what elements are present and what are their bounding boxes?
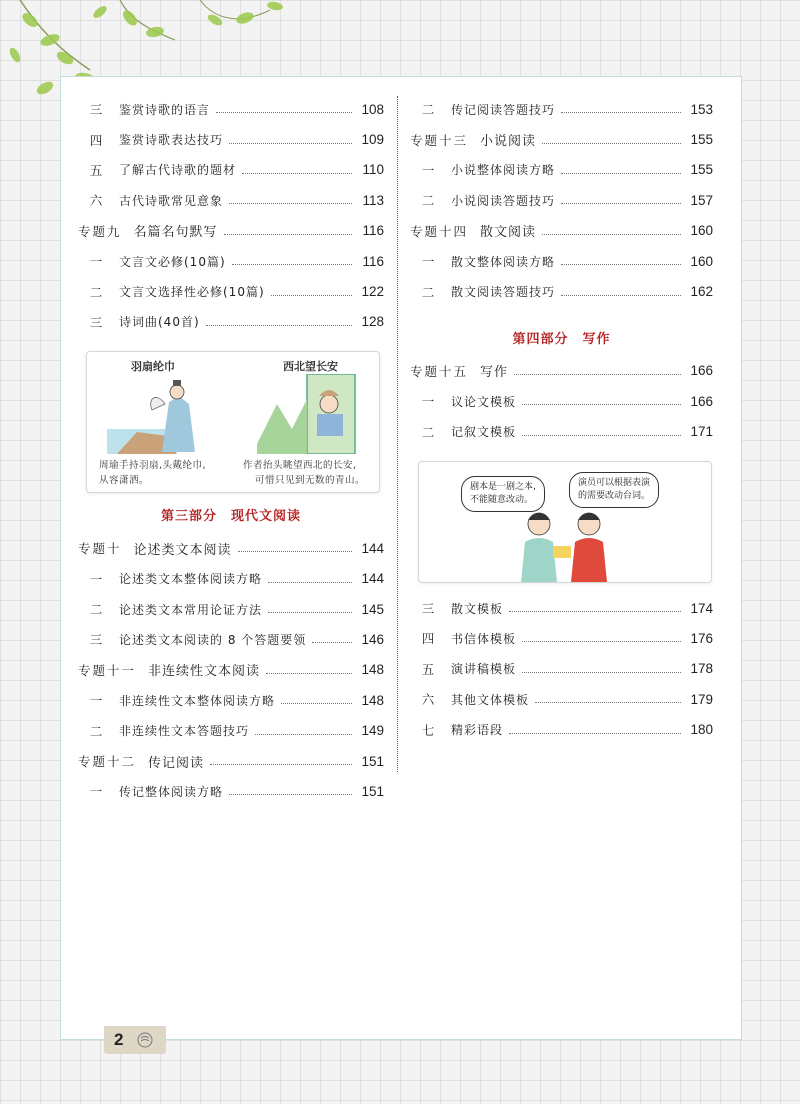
column-divider [397,96,398,772]
speech-bubble-right-line1: 演员可以根据表演 [578,477,651,488]
toc-topic-row[interactable] [78,216,384,246]
speech-bubble-left-line1: 剧本是一剧之本, [470,481,536,492]
toc-leader-dots [268,611,352,613]
toc-index: 二 [89,284,105,300]
toc-leader-dots [561,172,681,174]
toc-title: 论述类文本阅读的 8 个答题要领 [119,632,307,647]
toc-leader-dots [561,263,681,265]
toc-page-number: 151 [361,783,384,799]
page-number: 2 [114,1030,124,1049]
toc-leader-dots [271,294,352,296]
toc-index: 四 [421,631,437,647]
toc-title: 诗词曲(40首) [119,315,200,330]
toc-right-column [410,94,713,745]
toc-title: 议论文模板 [451,394,517,409]
toc-leader-dots [312,641,352,643]
toc-page-number: 155 [690,132,713,148]
toc-page-number: 153 [690,101,713,117]
toc-index: 一 [89,693,105,709]
toc-list-right-top [410,94,713,307]
toc-index: 一 [89,254,105,270]
section-heading-part4: 第四部分 写作 [512,331,611,347]
toc-leader-dots [216,111,352,113]
toc-leader-dots [522,671,681,673]
toc-title: 其他文体模板 [451,692,530,707]
toc-title: 传记阅读答题技巧 [451,102,556,117]
toc-index: 专题十 [78,541,122,557]
toc-title: 传记整体阅读方略 [119,784,224,799]
toc-title: 书信体模板 [451,631,517,646]
toc-title: 文言文必修(10篇) [119,254,226,269]
toc-page-number: 116 [362,223,384,239]
toc-page-number: 148 [361,662,384,678]
toc-page-number: 171 [690,424,713,440]
toc-page-number: 162 [690,284,713,300]
toc-index: 一 [421,162,437,178]
toc-index: 三 [89,314,105,330]
toc-title: 小说阅读答题技巧 [451,193,556,208]
illustration-desc-right-1: 作者抬头眺望西北的长安, [243,460,357,472]
toc-list-left-top [78,94,384,337]
speech-bubble-left [461,476,545,512]
toc-title: 传记阅读 [148,755,205,771]
toc-index: 一 [89,571,105,587]
toc-page-number: 113 [362,192,384,208]
toc-item-row[interactable] [78,246,384,276]
speech-bubble-right-line2: 的需要改动台词。 [578,490,651,501]
page-number-tab [104,1026,166,1054]
toc-left-column [78,94,384,807]
toc-item-row[interactable] [78,124,384,154]
toc-list-right-bottom [410,593,713,745]
speech-bubble-right [569,472,659,508]
toc-index: 三 [89,632,105,648]
toc-index: 一 [421,394,437,410]
toc-item-row[interactable] [78,94,384,124]
toc-index: 二 [421,193,437,209]
illustration-caption-right: 西北望长安 [283,360,338,374]
toc-title: 鉴赏诗歌的语言 [119,102,211,117]
illustration-desc-left-1: 周瑜手持羽扇,头戴纶巾, [99,460,207,472]
toc-item-row[interactable] [410,593,713,623]
toc-page-number: 176 [690,630,713,646]
toc-leader-dots [229,202,352,204]
toc-title: 散文阅读答题技巧 [451,285,556,300]
looking-at-changan-illustration [257,374,357,454]
book-logo-icon [137,1032,153,1048]
toc-topic-row[interactable] [78,533,384,563]
toc-item-row[interactable] [78,685,384,715]
toc-title: 记叙文模板 [451,425,517,440]
toc-index: 三 [421,601,437,617]
toc-title: 非连续性文本阅读 [148,664,261,680]
toc-page-number: 122 [361,284,384,300]
toc-leader-dots [229,793,352,795]
toc-title: 小说阅读 [480,134,537,150]
toc-index: 专题九 [78,223,122,239]
toc-title: 精彩语段 [451,723,504,738]
illustration-panel-left [86,351,380,493]
toc-page-number: 110 [362,162,384,178]
toc-leader-dots [561,294,681,296]
toc-page-number: 178 [690,661,713,677]
toc-index: 四 [89,132,105,148]
toc-index: 二 [421,102,437,118]
toc-item-row[interactable] [410,417,713,447]
toc-item-row[interactable] [410,714,713,744]
toc-item-row[interactable] [410,276,713,306]
toc-topic-row[interactable] [78,746,384,776]
toc-leader-dots [542,142,681,144]
toc-index: 三 [89,102,105,118]
toc-page-number: 144 [361,540,384,556]
toc-page-number: 160 [690,223,713,239]
toc-title: 散文阅读 [480,225,537,241]
toc-page-number: 128 [361,314,384,330]
toc-item-row[interactable] [78,594,384,624]
toc-item-row[interactable] [78,307,384,337]
toc-title: 文言文选择性必修(10篇) [119,285,265,300]
toc-leader-dots [522,640,681,642]
toc-page-number: 148 [361,692,384,708]
toc-page-number: 166 [690,393,713,409]
toc-item-row[interactable] [410,684,713,714]
toc-title: 非连续性文本答题技巧 [119,724,250,739]
toc-leader-dots [268,581,352,583]
toc-index: 五 [421,661,437,677]
toc-item-row[interactable] [410,155,713,185]
toc-index: 一 [421,254,437,270]
toc-title: 写作 [480,365,509,381]
toc-title: 了解古代诗歌的题材 [119,163,237,178]
toc-title: 演讲稿模板 [451,662,517,677]
toc-page-number: 109 [361,132,384,148]
toc-topic-row[interactable] [410,356,713,386]
toc-title: 散文整体阅读方略 [451,254,556,269]
illustration-panel-right [418,461,712,583]
toc-title: 小说整体阅读方略 [451,163,556,178]
toc-index: 专题十二 [78,754,137,770]
toc-title: 古代诗歌常见意象 [119,193,224,208]
toc-item-row[interactable] [78,624,384,654]
toc-page-number: 145 [361,601,384,617]
toc-item-row[interactable] [78,185,384,215]
toc-list-right-mid [410,356,713,447]
toc-page-number: 116 [362,253,384,269]
toc-page-number: 157 [690,192,713,208]
toc-page-number: 179 [690,691,713,707]
toc-title: 论述类文本常用论证方法 [119,602,263,617]
toc-page-number: 144 [361,571,384,587]
toc-index: 二 [89,602,105,618]
toc-index: 专题十三 [410,132,469,148]
toc-page-number: 151 [361,753,384,769]
toc-index: 专题十一 [78,662,137,678]
toc-item-row[interactable] [78,776,384,806]
toc-item-row[interactable] [410,94,713,124]
toc-page-number: 160 [690,253,713,269]
toc-leader-dots [522,403,681,405]
toc-leader-dots [266,672,352,674]
toc-page-number: 108 [361,101,384,117]
toc-page-number: 146 [361,631,384,647]
toc-title: 论述类文本整体阅读方略 [119,572,263,587]
toc-leader-dots [514,373,681,375]
toc-title: 鉴赏诗歌表达技巧 [119,133,224,148]
toc-leader-dots [232,263,352,265]
toc-index: 一 [89,784,105,800]
speech-bubble-left-line2: 不能随意改动。 [470,494,534,505]
two-students-illustration [509,508,629,582]
toc-index: 二 [421,284,437,300]
toc-leader-dots [224,233,352,235]
toc-topic-row[interactable] [410,124,713,154]
toc-item-row[interactable] [410,654,713,684]
toc-leader-dots [238,550,352,552]
toc-leader-dots [509,732,681,734]
toc-page-number: 155 [690,162,713,178]
toc-topic-row[interactable] [78,655,384,685]
toc-index: 六 [421,692,437,708]
toc-leader-dots [242,172,352,174]
toc-leader-dots [206,324,352,326]
toc-index: 二 [421,424,437,440]
toc-leader-dots [535,701,681,703]
toc-item-row[interactable] [410,623,713,653]
toc-index: 专题十四 [410,223,469,239]
toc-leader-dots [561,202,681,204]
toc-leader-dots [561,111,681,113]
toc-leader-dots [522,434,681,436]
toc-item-row[interactable] [410,246,713,276]
toc-leader-dots [542,233,681,235]
toc-page-number: 166 [690,363,713,379]
toc-page-number: 149 [361,723,384,739]
toc-topic-row[interactable] [410,216,713,246]
illustration-desc-right-2: 可惜只见到无数的青山。 [255,475,366,487]
section-heading-part3: 第三部分 现代文阅读 [160,509,301,525]
toc-title: 论述类文本阅读 [133,542,232,558]
toc-title: 名篇名句默写 [133,225,218,241]
toc-index: 二 [89,723,105,739]
illustration-desc-left-2: 从容潇洒。 [99,475,150,487]
toc-index: 五 [89,162,105,178]
toc-item-row[interactable] [78,276,384,306]
toc-title: 非连续性文本整体阅读方略 [119,693,276,708]
toc-item-row[interactable] [410,185,713,215]
toc-item-row[interactable] [410,386,713,416]
toc-item-row[interactable] [78,715,384,745]
toc-index: 六 [89,193,105,209]
toc-list-left-bottom [78,533,384,807]
toc-title: 散文模板 [451,601,504,616]
toc-item-row[interactable] [78,564,384,594]
toc-leader-dots [255,733,352,735]
toc-page-number: 180 [690,722,713,738]
toc-leader-dots [229,142,352,144]
toc-page-number: 174 [690,600,713,616]
toc-leader-dots [281,702,352,704]
zhou-yu-illustration [107,374,217,454]
toc-index: 专题十五 [410,363,469,379]
illustration-caption-left: 羽扇纶巾 [131,360,175,374]
toc-index: 七 [421,722,437,738]
toc-item-row[interactable] [78,155,384,185]
toc-leader-dots [509,610,681,612]
toc-leader-dots [210,763,352,765]
